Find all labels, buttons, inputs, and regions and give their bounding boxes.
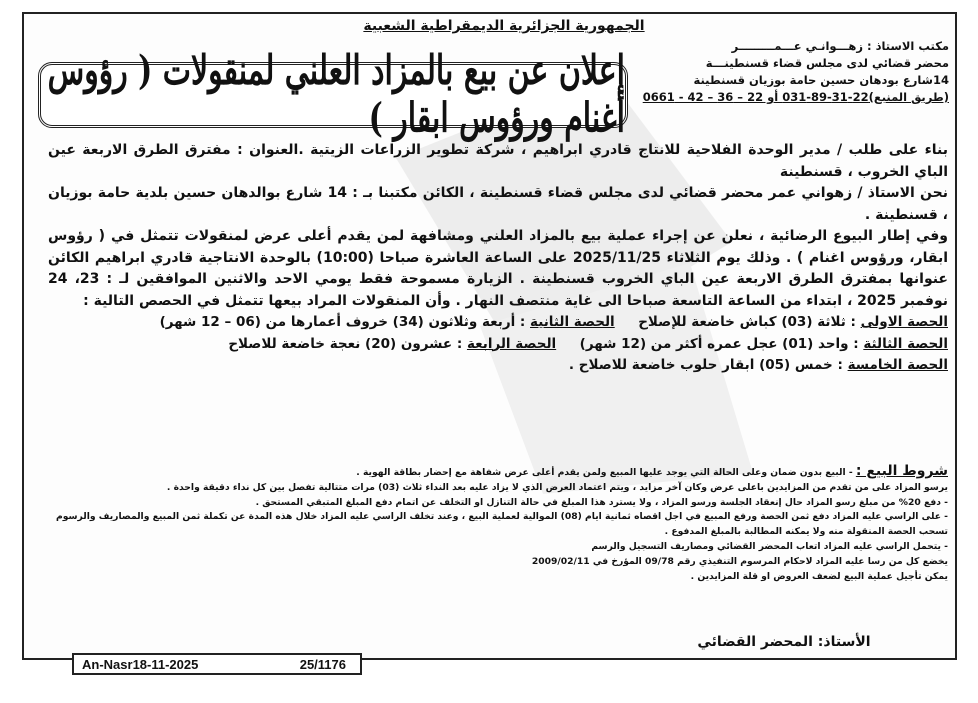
officer-title-line: محضر قضائي لدى مجلس قضاء قسنطينـــة: [705, 56, 949, 70]
body-paragraph-request: بناء على طلب / مدير الوحدة الفلاحية للانتاج قادري ابراهيم ، شركة تطوير الزراعات الزيتية .العنوان : مفترق الطرق الاربعة عين الباي الخروب ، قسنطينة: [48, 142, 948, 180]
publication-reference-box: [72, 653, 362, 675]
condition-item: - البيع بدون ضمان وعلى الحالة التي يوجد عليها المبيع ولمن يقدم أعلى عرض شفاهة مع إحضار بطاقة الهوية .: [356, 467, 853, 478]
lot-label: الحصة الثانية: [530, 314, 615, 330]
lot-text: : عشرون (20) نعجة خاضعة للاصلاح: [228, 335, 463, 352]
lot-row: [48, 334, 948, 356]
condition-item: - على الراسي عليه المزاد دفع ثمن الحصة ورفع المبيع في اجل اقصاه ثمانية ايام (08) الموالية لعملية البيع ، وعند تخلف الراسي عليه المزاد خلال هذه المدة عن تكملة ثمن المبيع والمصاريف والرسوم تسحب الحصة المنقولة منه ولا يمكنه المطالبة بالمبلغ المدفوع .: [56, 511, 948, 538]
bailiff-office-block: [619, 38, 949, 106]
lot-text: : خمس (05) ابقار حلوب خاضعة للاصلاح .: [568, 357, 843, 373]
conditions-title: شروط البيع :: [855, 463, 948, 479]
officer-address-line: 14شارع بودهان حسين حامة بوزيان قسنطينة: [693, 73, 949, 87]
lot-label: الحصة الرابعة: [466, 335, 557, 352]
officer-phone-line: (طريق المنبع)22-31-89-031 أو 22 – 36 – 42 - 0661: [642, 90, 949, 104]
lots-list: [48, 312, 948, 377]
lot-row: [48, 355, 948, 377]
condition-item: يخضع كل من رسا عليه المزاد لاحكام المرسوم التنفيذي رقم 09/78 المؤرخ في 2009/02/11: [531, 555, 948, 567]
condition-item: - يتحمل الراسي عليه المزاد اتعاب المحضر القضائي ومصاريف التسجيل والرسم: [591, 540, 948, 552]
condition-item: يرسو المزاد على من تقدم من المزايدين باعلى عرض وكان آخر مزايد ، ويتم اعتماد العرض الذي لا يزاد عليه بعد النداء ثلاث (03) مرات متتالية تفصل بين كل نداء دقيقة واحدة .: [166, 481, 948, 493]
lot-label: الحصة الاولى: [860, 314, 948, 330]
condition-item: - دفع 20% من مبلغ رسو المزاد حال إنعقاد الجلسة ورسو المزاد ، ولا يسترد هذا المبلغ في حالة التنازل او التخلف عن اتمام دفع المبلغ المتبقي المستحق .: [255, 496, 948, 508]
body-paragraph-bailiff: نحن الاستاذ / زهواني عمر محضر قضائي لدى مجلس قضاء قسنطينة ، الكائن مكتبنا بـ : 14 شارع بوالدهان حسين بلدية حامة بوزيان ، قسنطينة .: [48, 185, 949, 223]
notice-reference-number: 25/1176: [299, 656, 346, 672]
lot-text: : أربعة وثلاثون (34) خروف أعمارها من (06 – 12 شهر): [159, 314, 526, 330]
auction-title: إعلان عن بيع بالمزاد العلني لمنقولات ( رؤوس أغنام ورؤوس ابقار ): [47, 47, 625, 143]
lot-label: الحصة الثالثة: [863, 335, 948, 352]
lot-label: الحصة الخامسة: [847, 357, 948, 373]
notice-frame: [22, 12, 957, 660]
bailiff-signature: الأستاذ: المحضر القضائي: [697, 634, 871, 650]
auction-banner: [38, 47, 628, 143]
officer-name-line: مكتب الاستاذ : زهـــوانـي عـــمـــــــــر: [731, 39, 949, 53]
republic-heading: الجمهورية الجزائرية الديمقراطية الشعبية: [363, 18, 645, 34]
notice-body: [48, 140, 948, 377]
lot-text: : ثلاثة (03) كباش خاضعة للإصلاح: [638, 314, 856, 330]
body-paragraph-sale: وفي إطار البيوع الرضائية ، نعلن عن إجراء عملية بيع بالمزاد العلني ومشافهة لمن يقدم أعلى عرض لمنقولات تتمثل في ( رؤوس ابقار، ورؤوس اغنام ) . وذلك يوم الثلاثاء 2025/11/25 على الساعة العاشرة صباحا (10:00) بالوحدة الانتاجية قادري ابراهيم الكائن عنوانها بمفترق الطرق الاربعة عين الباي الخروب قسنطينة . الزيارة مسموحة فقط يومي الاحد والاثنين الموافقين لـ : 23، 24 نوفمبر 2025 ، ابتداء من الساعة التاسعة صباحا الى غاية منتصف النهار . وأن المنقولات المراد بيعها تتمثل في الحصص التالية :: [48, 228, 948, 309]
publication-date: An-Nasr18-11-2025: [82, 656, 199, 672]
sale-conditions: [48, 464, 948, 584]
lot-row: [48, 312, 948, 334]
lot-text: : واحد (01) عجل عمره أكثر من (12 شهر): [579, 335, 859, 352]
condition-item: يمكن تأجيل عملية البيع لضعف العروض او قلة المزايدين .: [690, 570, 948, 582]
